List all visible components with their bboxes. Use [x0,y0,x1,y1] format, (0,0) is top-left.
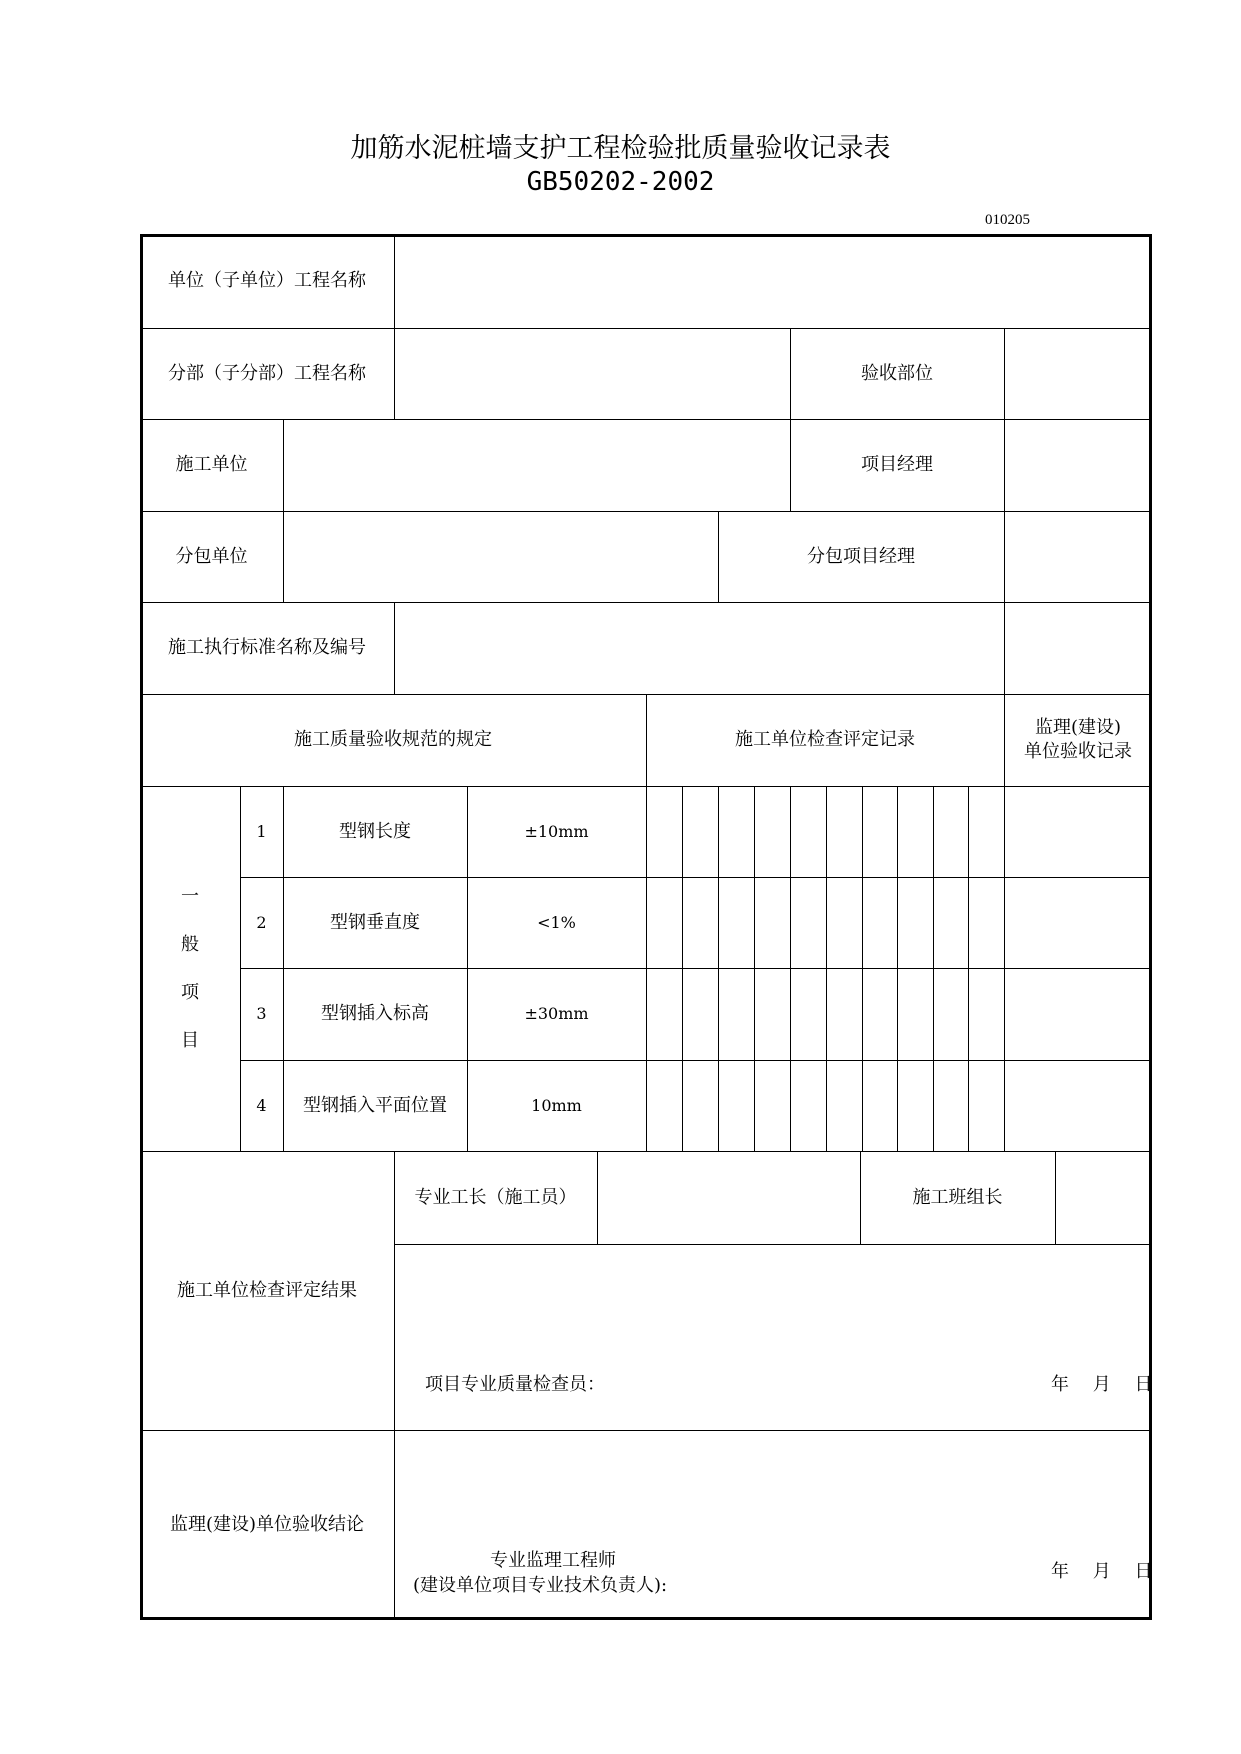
item-name: 型钢插入标高 [321,1003,429,1024]
col-divider [754,786,755,1151]
conclusion-date-label: 年 月 日 [1051,1561,1153,1582]
subcontract-unit-field[interactable] [283,511,718,602]
acceptance-part-field[interactable] [1004,328,1152,419]
item-tolerance: <1% [537,912,576,932]
conclusion-label: 监理(建设)单位验收结论 [169,1514,365,1535]
team-leader-field[interactable] [1055,1151,1152,1244]
quality-inspector-label: 项目专业质量检查员： [425,1374,605,1395]
row-divider [394,1244,1152,1245]
result-date-label: 年 月 日 [1051,1374,1153,1395]
col-divider [826,786,827,1151]
acceptance-part-label: 验收部位 [861,362,933,384]
col-divider [682,786,683,1151]
result-label: 施工单位检查评定结果 [177,1279,357,1301]
standard-name-field[interactable] [394,602,1152,694]
project-manager-field[interactable] [1004,419,1152,511]
item-name: 型钢插入平面位置 [303,1094,447,1116]
col-divider [862,786,863,1151]
supervision-header-line1: 监理(建设) [1034,717,1122,738]
item-tolerance: ±30mm [524,1004,589,1023]
category-char: 目 [181,1029,199,1051]
supervision-record-field[interactable] [1004,786,1152,877]
unit-project-name-label: 单位（子单位）工程名称 [168,270,366,291]
item-name: 型钢垂直度 [330,911,420,933]
form-number: 010205 [985,212,1030,228]
form-title: 加筋水泥桩墙支护工程检验批质量验收记录表 [350,133,891,164]
construction-unit-label: 施工单位 [175,454,248,475]
item-number: 4 [256,1095,267,1115]
col-divider [897,786,898,1151]
record-header: 施工单位检查评定记录 [735,729,915,750]
standard-name-label: 施工执行标准名称及编号 [168,637,366,658]
category-char: 一 [181,885,199,907]
supervision-engineer-line2: (建设单位项目专业技术负责人): [413,1575,668,1596]
unit-project-name-field[interactable] [394,234,1152,328]
construction-unit-field[interactable] [283,419,790,511]
item-tolerance: ±10mm [524,821,589,841]
foreman-field[interactable] [597,1151,860,1244]
supervision-engineer-line1: 专业监理工程师 [490,1550,616,1571]
category-char: 项 [181,981,199,1003]
col-divider [933,786,934,1151]
col-divider [968,786,969,1151]
supervision-record-field[interactable] [1004,1060,1152,1151]
col-divider [718,786,719,1151]
team-leader-label: 施工班组长 [912,1186,1003,1208]
subcontract-manager-field[interactable] [1004,511,1152,602]
general-items-category [140,786,240,1151]
supervision-record-field[interactable] [1004,877,1152,968]
item-number: 3 [256,1004,267,1023]
subcontract-manager-label: 分包项目经理 [807,545,915,567]
supervision-header [1004,694,1152,786]
supervision-record-field[interactable] [1004,968,1152,1060]
sub-project-name-field[interactable] [394,328,790,419]
col-divider [790,786,791,1151]
item-number: 2 [256,912,267,932]
subcontract-unit-label: 分包单位 [175,545,248,567]
standard-code: GB50202-2002 [526,167,715,197]
item-tolerance: 10mm [531,1095,582,1115]
spec-header: 施工质量验收规范的规定 [294,729,492,750]
project-manager-label: 项目经理 [861,454,933,475]
item-name: 型钢长度 [339,820,411,842]
sub-project-name-label: 分部（子分部）工程名称 [168,362,366,384]
item-number: 1 [256,821,267,841]
category-char: 般 [181,933,199,955]
supervision-header-line2: 单位验收记录 [1024,741,1132,762]
foreman-label: 专业工长（施工员） [414,1186,577,1208]
